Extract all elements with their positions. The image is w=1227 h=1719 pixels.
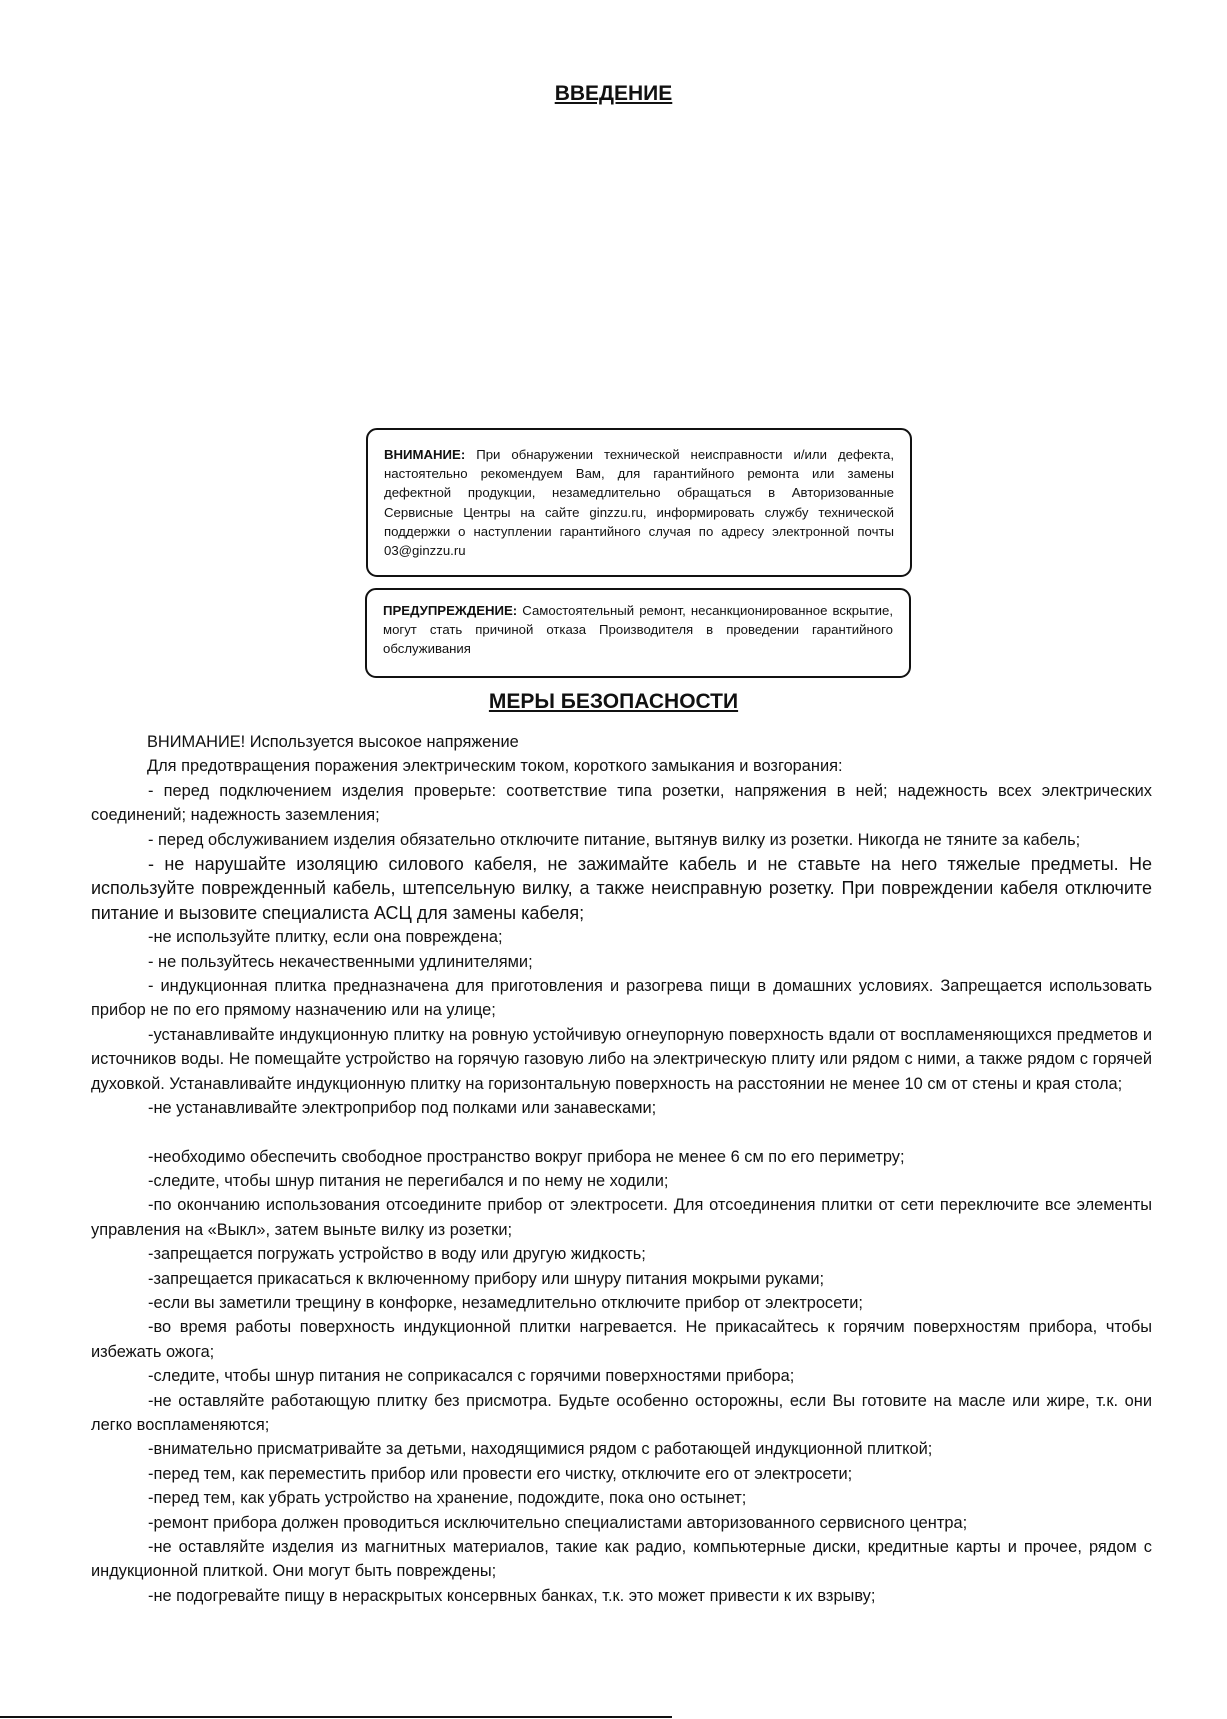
safety-paragraph: - перед обслуживанием изделия обязательно отключите питание, вытянув вилку из розетки. Никогда не тяните за кабель; bbox=[148, 830, 1081, 849]
safety-paragraph: -необходимо обеспечить свободное пространство вокруг прибора не менее 6 см по его периметру; bbox=[148, 1147, 905, 1166]
safety-paragraph: -не оставляйте изделия из магнитных материалов, такие как радио, компьютерные диски, кредитные карты и прочее, рядом с индукционной плиткой. Они могут быть повреждены; bbox=[91, 1538, 1152, 1581]
safety-paragraph: -следите, чтобы шнур питания не перегибался и по нему не ходили; bbox=[148, 1171, 669, 1190]
safety-paragraph: - не пользуйтесь некачественными удлинителями; bbox=[148, 952, 533, 971]
safety-title: МЕРЫ БЕЗОПАСНОСТИ bbox=[488, 690, 739, 713]
safety-paragraph: -следите, чтобы шнур питания не соприкасался с горячими поверхностями прибора; bbox=[148, 1367, 795, 1386]
safety-paragraph: - перед подключением изделия проверьте: соответствие типа розетки, напряжения в ней; надежность всех электрических соединений; надежность заземления; bbox=[91, 781, 1152, 825]
intro-title: ВВЕДЕНИЕ bbox=[554, 82, 673, 105]
safety-paragraph: -ремонт прибора должен проводиться исключительно специалистами авторизованного сервисного центра; bbox=[148, 1513, 968, 1532]
warning-label: ПРЕДУПРЕЖДЕНИЕ: bbox=[383, 603, 518, 618]
safety-paragraph: -внимательно присматривайте за детьми, находящимися рядом с работающей индукционной плиткой; bbox=[148, 1440, 933, 1459]
footer-divider bbox=[0, 1716, 672, 1718]
safety-paragraph: -запрещается погружать устройство в воду или другую жидкость; bbox=[148, 1245, 646, 1264]
safety-paragraph: - индукционная плитка предназначена для приготовления и разогрева пищи в домашних условиях. Запрещается использовать прибор не по его прямому назначению или на улице; bbox=[91, 977, 1152, 1020]
warning-text: Самостоятельный ремонт, несанкционированное вскрытие, могут стать причиной отказа Производителя в проведении гарантийного обслуживания bbox=[383, 603, 893, 657]
safety-paragraph: Для предотвращения поражения электрическим током, короткого замыкания и возгорания: bbox=[147, 757, 843, 776]
safety-paragraph: -если вы заметили трещину в конфорке, незамедлительно отключите прибор от электросети; bbox=[148, 1293, 863, 1312]
safety-instructions bbox=[91, 730, 1152, 1608]
safety-paragraph: -запрещается прикасаться к включенному прибору или шнуру питания мокрыми руками; bbox=[148, 1269, 825, 1288]
safety-paragraph: -устанавливайте индукционную плитку на ровную устойчивую огнеупорную поверхность вдали от воспламеняющихся предметов и источников воды. Не помещайте устройство на горячую газовую либо на электрическую плиту или рядом с ними, а также рядом с горячей духовкой. Устанавливайте индукционную плитку на горизонтальную поверхность на расстоянии не менее 10 см от стены и края стола; bbox=[91, 1025, 1152, 1093]
safety-paragraph: -не устанавливайте электроприбор под полками или занавесками; bbox=[148, 1099, 657, 1118]
safety-paragraph: -не используйте плитку, если она повреждена; bbox=[148, 928, 503, 947]
attention-notice-box bbox=[366, 428, 912, 577]
safety-paragraph: ВНИМАНИЕ! Используется высокое напряжение bbox=[147, 733, 519, 751]
safety-paragraph: -во время работы поверхность индукционной плитки нагревается. Не прикасайтесь к горячим поверхностям прибора, чтобы избежать ожога; bbox=[91, 1318, 1152, 1361]
safety-paragraph: -по окончанию использования отсоедините прибор от электросети. Для отсоединения плитки от сети переключите все элементы управления на «Выкл», затем выньте вилку из розетки; bbox=[91, 1196, 1152, 1239]
safety-paragraph: -не подогревайте пищу в нераскрытых консервных банках, т.к. это может привести к их взрыву; bbox=[148, 1586, 876, 1605]
safety-paragraph: -не оставляйте работающую плитку без присмотра. Будьте особенно осторожны, если Вы готовите на масле или жире, т.к. они легко воспламеняются; bbox=[91, 1391, 1152, 1434]
safety-paragraph: - не нарушайте изоляцию силового кабеля, не зажимайте кабель и не ставьте на него тяжелые предметы. Не используйте поврежденный кабель, штепсельную вилку, а также неисправную розетку. При повреждении кабеля отключите питание и вызовите специалиста АСЦ для замены кабеля; bbox=[91, 854, 1152, 923]
warning-notice-box bbox=[365, 588, 911, 678]
attention-label: ВНИМАНИЕ: bbox=[384, 447, 466, 462]
safety-paragraph: -перед тем, как переместить прибор или провести его чистку, отключите его от электросети; bbox=[148, 1464, 853, 1483]
safety-paragraph: -перед тем, как убрать устройство на хранение, подождите, пока оно остынет; bbox=[148, 1489, 747, 1508]
attention-text: При обнаружении технической неисправности и/или дефекта, настоятельно рекомендуем Вам, для гарантийного ремонта или замены дефектной продукции, незамедлительно обращаться в Авторизованные Сервисные Центры на сайте ginzzu.ru, информировать службу технической поддержки о наступлении гарантийного случая по адресу электронной почты 03@ginzzu.ru bbox=[384, 447, 894, 559]
